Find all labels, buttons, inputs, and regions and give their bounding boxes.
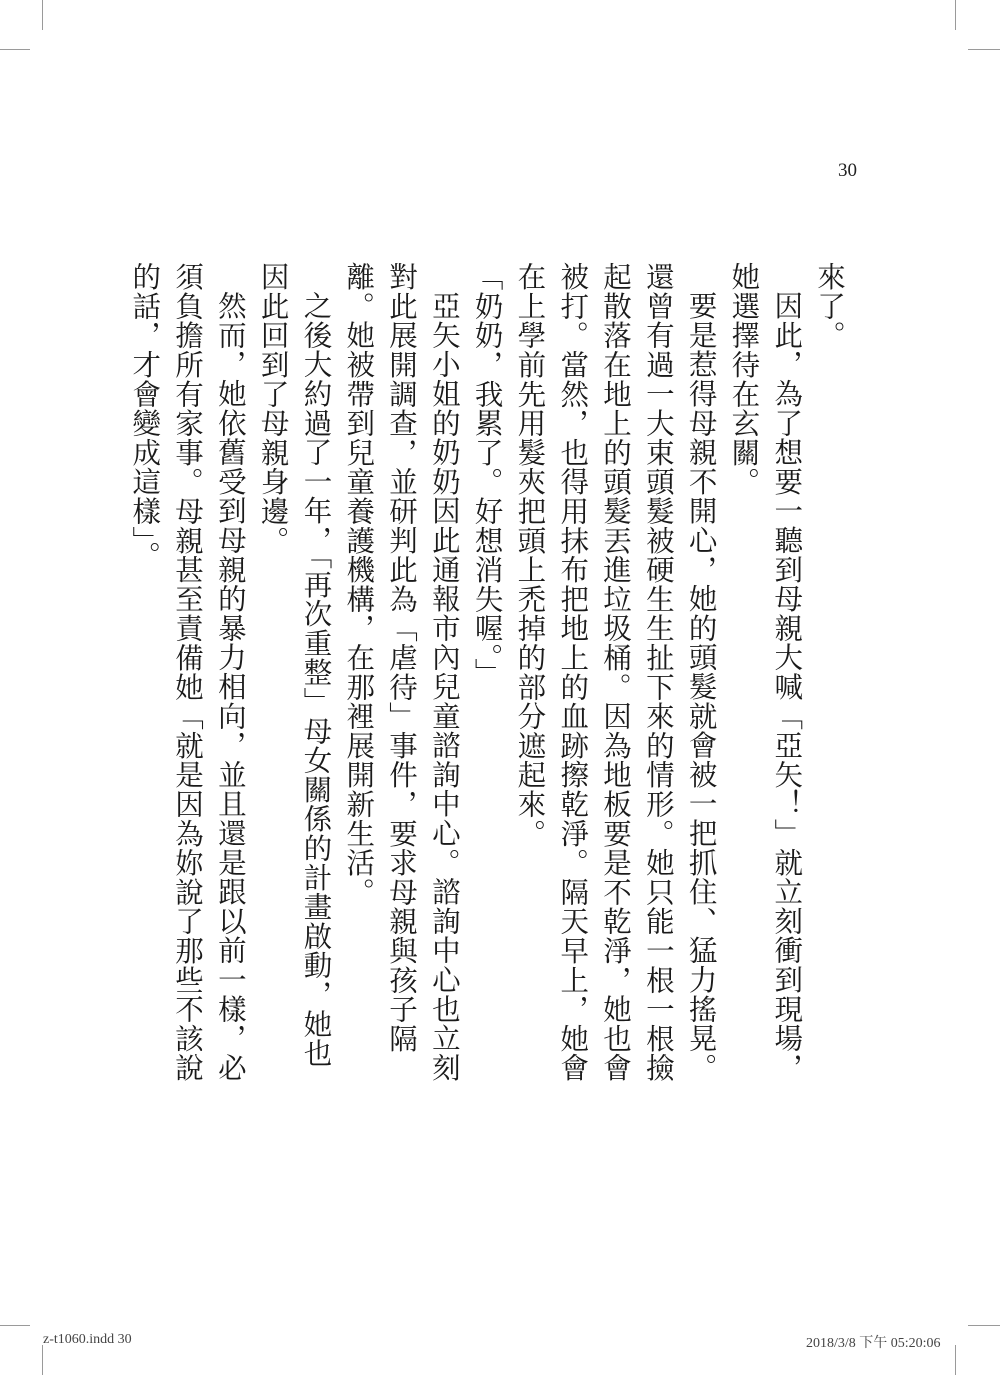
paragraph: 因此，為了想要一聽到母親大喊「亞矢！」就立刻衝到現場，她選擇待在玄關。 bbox=[727, 262, 804, 1082]
slug-filename: z-t1060.indd 30 bbox=[43, 1332, 132, 1347]
paragraph: 要是惹得母親不開心，她的頭髮就會被一把抓住、猛力搖晃。還曾有過一大束頭髮被硬生生扯下來的情形。她只能一根一根撿起散落在地上的頭髮丟進垃圾桶。因為地板要是不乾淨，她也會被打。當然，也得用抹布把地上的血跡擦乾淨。隔天早上，她會在上學前先用髮夾把頭上禿掉的部分遮起來。 bbox=[513, 262, 718, 1083]
vertical-body-text bbox=[122, 262, 850, 1092]
crop-mark-bottom-left-h bbox=[0, 1325, 30, 1326]
crop-mark-top-left bbox=[42, 0, 43, 30]
quote-paragraph: 「奶奶，我累了。好想消失喔。」 bbox=[470, 262, 504, 688]
paragraph: 然而，她依舊受到母親的暴力相向，並且還是跟以前一樣，必須負擔所有家事。母親甚至責備她「就是因為妳說了那些不該說的話，才會變成這樣」。 bbox=[128, 262, 247, 1083]
paragraph: 之後大約過了一年，「再次重整」母女關係的計畫啟動，她也因此回到了母親身邊。 bbox=[256, 262, 333, 1068]
slug-datetime: 2018/3/8 下午 05:20:06 bbox=[806, 1336, 941, 1351]
page-number: 30 bbox=[838, 160, 857, 181]
crop-mark-bottom-right bbox=[955, 1345, 956, 1375]
crop-mark-bottom-right-h bbox=[968, 1325, 1000, 1326]
paragraph: 來了。 bbox=[813, 262, 846, 350]
crop-mark-bottom-left bbox=[42, 1345, 43, 1375]
crop-mark-top-right bbox=[955, 0, 956, 30]
paragraph: 亞矢小姐的奶奶因此通報市內兒童諮詢中心。諮詢中心也立刻對此展開調查，並研判此為「虐待」事件，要求母親與孩子隔離。她被帶到兒童養護機構，在那裡展開新生活。 bbox=[342, 262, 461, 1082]
crop-mark-top-right-h bbox=[968, 49, 1000, 50]
crop-mark-top-left-h bbox=[0, 49, 30, 50]
